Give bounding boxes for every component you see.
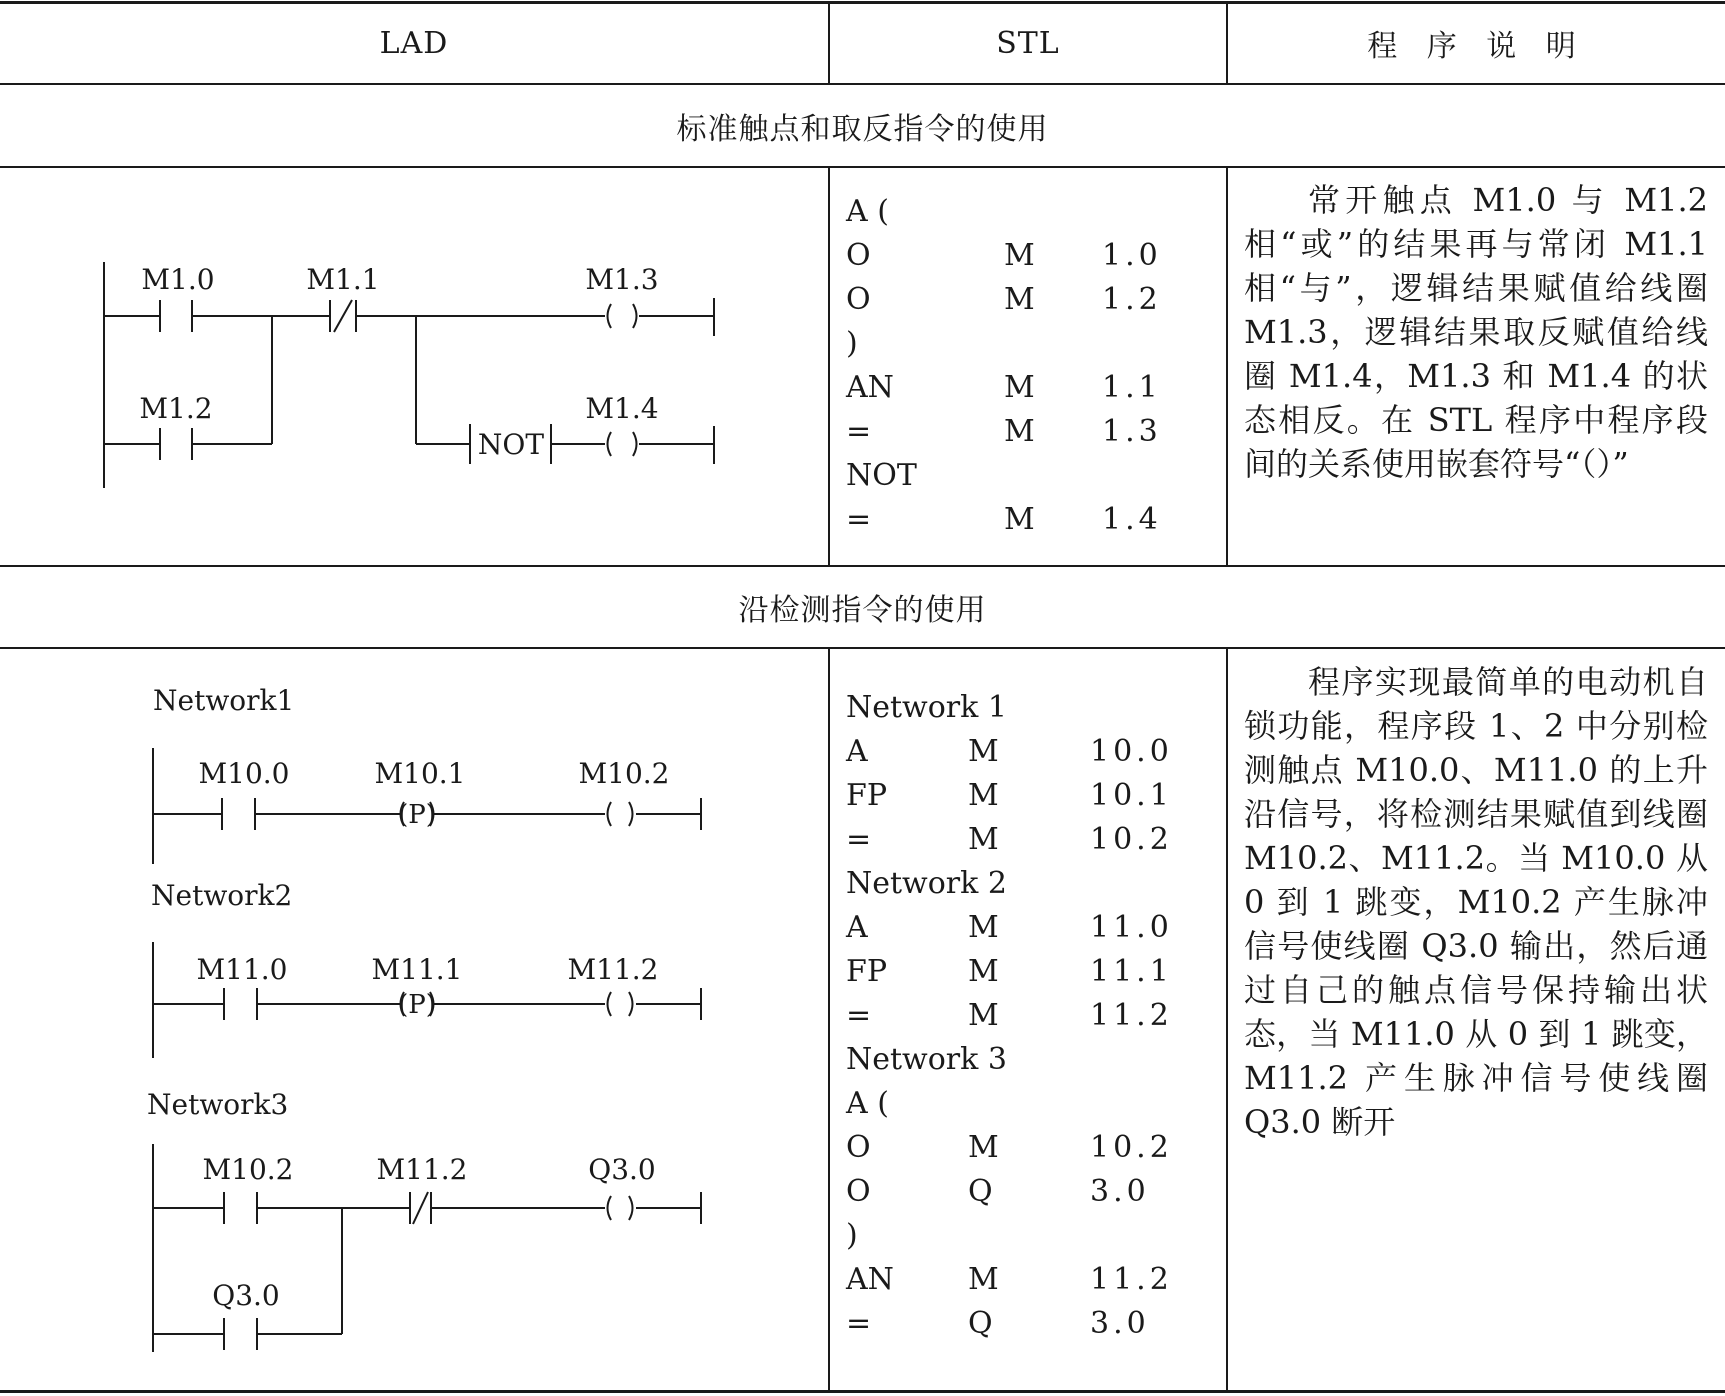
stl-row bbox=[846, 1082, 1216, 1126]
stl-operand-area: M bbox=[968, 778, 999, 813]
stl-instruction: NOT bbox=[846, 458, 917, 493]
header-description: 程 序 说 明 bbox=[1367, 29, 1586, 64]
not-box-label: NOT bbox=[477, 428, 545, 461]
section2-ladder-diagram bbox=[0, 0, 828, 1396]
net1-coil-label: M10.2 bbox=[578, 757, 670, 790]
net2-edge-symbol: (P) bbox=[398, 990, 436, 1020]
contact-m1-1-label: M1.1 bbox=[306, 263, 380, 296]
col-divider-1-s2 bbox=[828, 647, 830, 1390]
stl-operand-area: M bbox=[968, 822, 999, 857]
section1-title: 标准触点和取反指令的使用 bbox=[676, 111, 1049, 147]
header-lad: LAD bbox=[379, 25, 449, 61]
stl-operand-area: Q bbox=[968, 1174, 993, 1209]
stl-operand-address: 11.1 bbox=[1090, 954, 1173, 989]
stl-row bbox=[846, 994, 1216, 1038]
stl-operand-address: 3.0 bbox=[1090, 1306, 1150, 1341]
network1-title: Network1 bbox=[153, 684, 295, 717]
stl-instruction: FP bbox=[846, 778, 888, 813]
col-divider-2-s1 bbox=[1226, 166, 1228, 565]
section2-title: 沿检测指令的使用 bbox=[738, 593, 987, 628]
network3-title: Network3 bbox=[147, 1088, 289, 1121]
stl-operand-address: 11.0 bbox=[1090, 910, 1173, 945]
stl-operand-address: 1.1 bbox=[1102, 370, 1162, 405]
stl-row bbox=[846, 366, 1216, 410]
stl-instruction: O bbox=[846, 238, 871, 273]
stl-row bbox=[846, 410, 1216, 454]
stl-row bbox=[846, 1302, 1216, 1346]
stl-instruction: A bbox=[846, 910, 868, 945]
stl-instruction: ) bbox=[846, 326, 858, 361]
stl-operand-address: 1.4 bbox=[1102, 502, 1162, 537]
net3-nc-contact-label: M11.2 bbox=[376, 1153, 468, 1186]
net2-contact-label: M11.0 bbox=[196, 953, 288, 986]
stl-operand-area: M bbox=[968, 1262, 999, 1297]
net1-edge-symbol: (P) bbox=[398, 800, 436, 830]
stl-operand-area: M bbox=[1004, 370, 1035, 405]
stl-row bbox=[846, 498, 1216, 542]
stl-row bbox=[846, 1126, 1216, 1170]
stl-operand-area: M bbox=[1004, 238, 1035, 273]
stl-operand-area: M bbox=[968, 734, 999, 769]
stl-row bbox=[846, 1170, 1216, 1214]
stl-operand-address: 10.0 bbox=[1090, 734, 1173, 769]
stl-instruction: Network 1 bbox=[846, 690, 1007, 725]
stl-operand-address: 1.0 bbox=[1102, 238, 1162, 273]
stl-row bbox=[846, 686, 1216, 730]
stl-row bbox=[846, 774, 1216, 818]
stl-operand-area: M bbox=[968, 954, 999, 989]
stl-instruction: O bbox=[846, 282, 871, 317]
stl-operand-area: M bbox=[1004, 414, 1035, 449]
section2-description-text: 程序实现最简单的电动机自锁功能，程序段 1、2 中分别检测触点 M10.0、M11.0 的上升沿信号，将检测结果赋值到线圈 M10.2、M11.2。当 M10.0 从 0 到 1 跳变，M10.2 产生脉冲信号使线圈 Q3.0 输出，然后通过自己的触点信号保持输出状态，当 M11.0 从 0 到 1 跳变，M11.2 产生脉冲信号使线圈 Q3.0 断开 bbox=[1244, 663, 1708, 1141]
stl-row bbox=[846, 234, 1216, 278]
header-stl: STL bbox=[996, 25, 1060, 61]
stl-operand-address: 11.2 bbox=[1090, 998, 1173, 1033]
network2-title: Network2 bbox=[151, 879, 293, 912]
stl-operand-address: 10.2 bbox=[1090, 822, 1173, 857]
stl-instruction: = bbox=[846, 1306, 872, 1341]
stl-operand-address: 3.0 bbox=[1090, 1174, 1150, 1209]
stl-instruction: Network 2 bbox=[846, 866, 1007, 901]
stl-operand-address: 10.2 bbox=[1090, 1130, 1173, 1165]
net2-edge-label: M11.1 bbox=[371, 953, 463, 986]
stl-instruction: A ( bbox=[846, 194, 889, 229]
net1-contact-label: M10.0 bbox=[198, 757, 290, 790]
coil-m1-3-label: M1.3 bbox=[585, 263, 659, 296]
stl-row bbox=[846, 862, 1216, 906]
stl-operand-address: 11.2 bbox=[1090, 1262, 1173, 1297]
stl-operand-area: Q bbox=[968, 1306, 993, 1341]
net1-edge-label: M10.1 bbox=[374, 757, 466, 790]
section1-stl-code bbox=[846, 190, 1216, 542]
net3-contact-label: M10.2 bbox=[202, 1153, 294, 1186]
stl-row bbox=[846, 278, 1216, 322]
stl-row bbox=[846, 322, 1216, 366]
stl-row bbox=[846, 730, 1216, 774]
stl-row bbox=[846, 1038, 1216, 1082]
stl-instruction: A bbox=[846, 734, 868, 769]
stl-row bbox=[846, 190, 1216, 234]
stl-instruction: = bbox=[846, 998, 872, 1033]
stl-instruction: FP bbox=[846, 954, 888, 989]
section1-description-text: 常开触点 M1.0 与 M1.2 相“或”的结果再与常闭 M1.1 相“与”，逻辑结果赋值给线圈 M1.3，逻辑结果取反赋值给线圈 M1.4，M1.3 和 M1.4 的状态相反。在 STL 程序中程序段间的关系使用嵌套符号“（）” bbox=[1244, 181, 1708, 483]
stl-instruction: = bbox=[846, 414, 872, 449]
net2-coil-label: M11.2 bbox=[567, 953, 659, 986]
stl-operand-area: M bbox=[968, 1130, 999, 1165]
stl-instruction: = bbox=[846, 822, 872, 857]
col-divider-1-s1 bbox=[828, 166, 830, 565]
section2-description bbox=[1244, 660, 1708, 1144]
stl-instruction: ) bbox=[846, 1218, 858, 1253]
coil-m1-4-label: M1.4 bbox=[585, 392, 659, 425]
stl-instruction: AN bbox=[846, 1262, 894, 1297]
stl-operand-area: M bbox=[968, 910, 999, 945]
contact-m1-0-label: M1.0 bbox=[141, 263, 215, 296]
stl-operand-area: M bbox=[1004, 282, 1035, 317]
stl-instruction: Network 3 bbox=[846, 1042, 1007, 1077]
stl-instruction: O bbox=[846, 1174, 871, 1209]
stl-instruction: A ( bbox=[846, 1086, 889, 1121]
net3-hold-contact-label: Q3.0 bbox=[212, 1279, 280, 1312]
stl-operand-address: 1.3 bbox=[1102, 414, 1162, 449]
stl-instruction: = bbox=[846, 502, 872, 537]
stl-row bbox=[846, 950, 1216, 994]
stl-row bbox=[846, 1214, 1216, 1258]
stl-row bbox=[846, 906, 1216, 950]
stl-instruction: AN bbox=[846, 370, 894, 405]
stl-operand-area: M bbox=[968, 998, 999, 1033]
stl-operand-area: M bbox=[1004, 502, 1035, 537]
stl-row bbox=[846, 1258, 1216, 1302]
section2-stl-code bbox=[846, 686, 1216, 1346]
stl-row bbox=[846, 818, 1216, 862]
stl-row bbox=[846, 454, 1216, 498]
stl-operand-address: 10.1 bbox=[1090, 778, 1173, 813]
stl-instruction: O bbox=[846, 1130, 871, 1165]
section1-description bbox=[1244, 178, 1708, 486]
contact-m1-2-label: M1.2 bbox=[139, 392, 213, 425]
net3-coil-label: Q3.0 bbox=[588, 1153, 656, 1186]
stl-operand-address: 1.2 bbox=[1102, 282, 1162, 317]
col-divider-2-s2 bbox=[1226, 647, 1228, 1390]
